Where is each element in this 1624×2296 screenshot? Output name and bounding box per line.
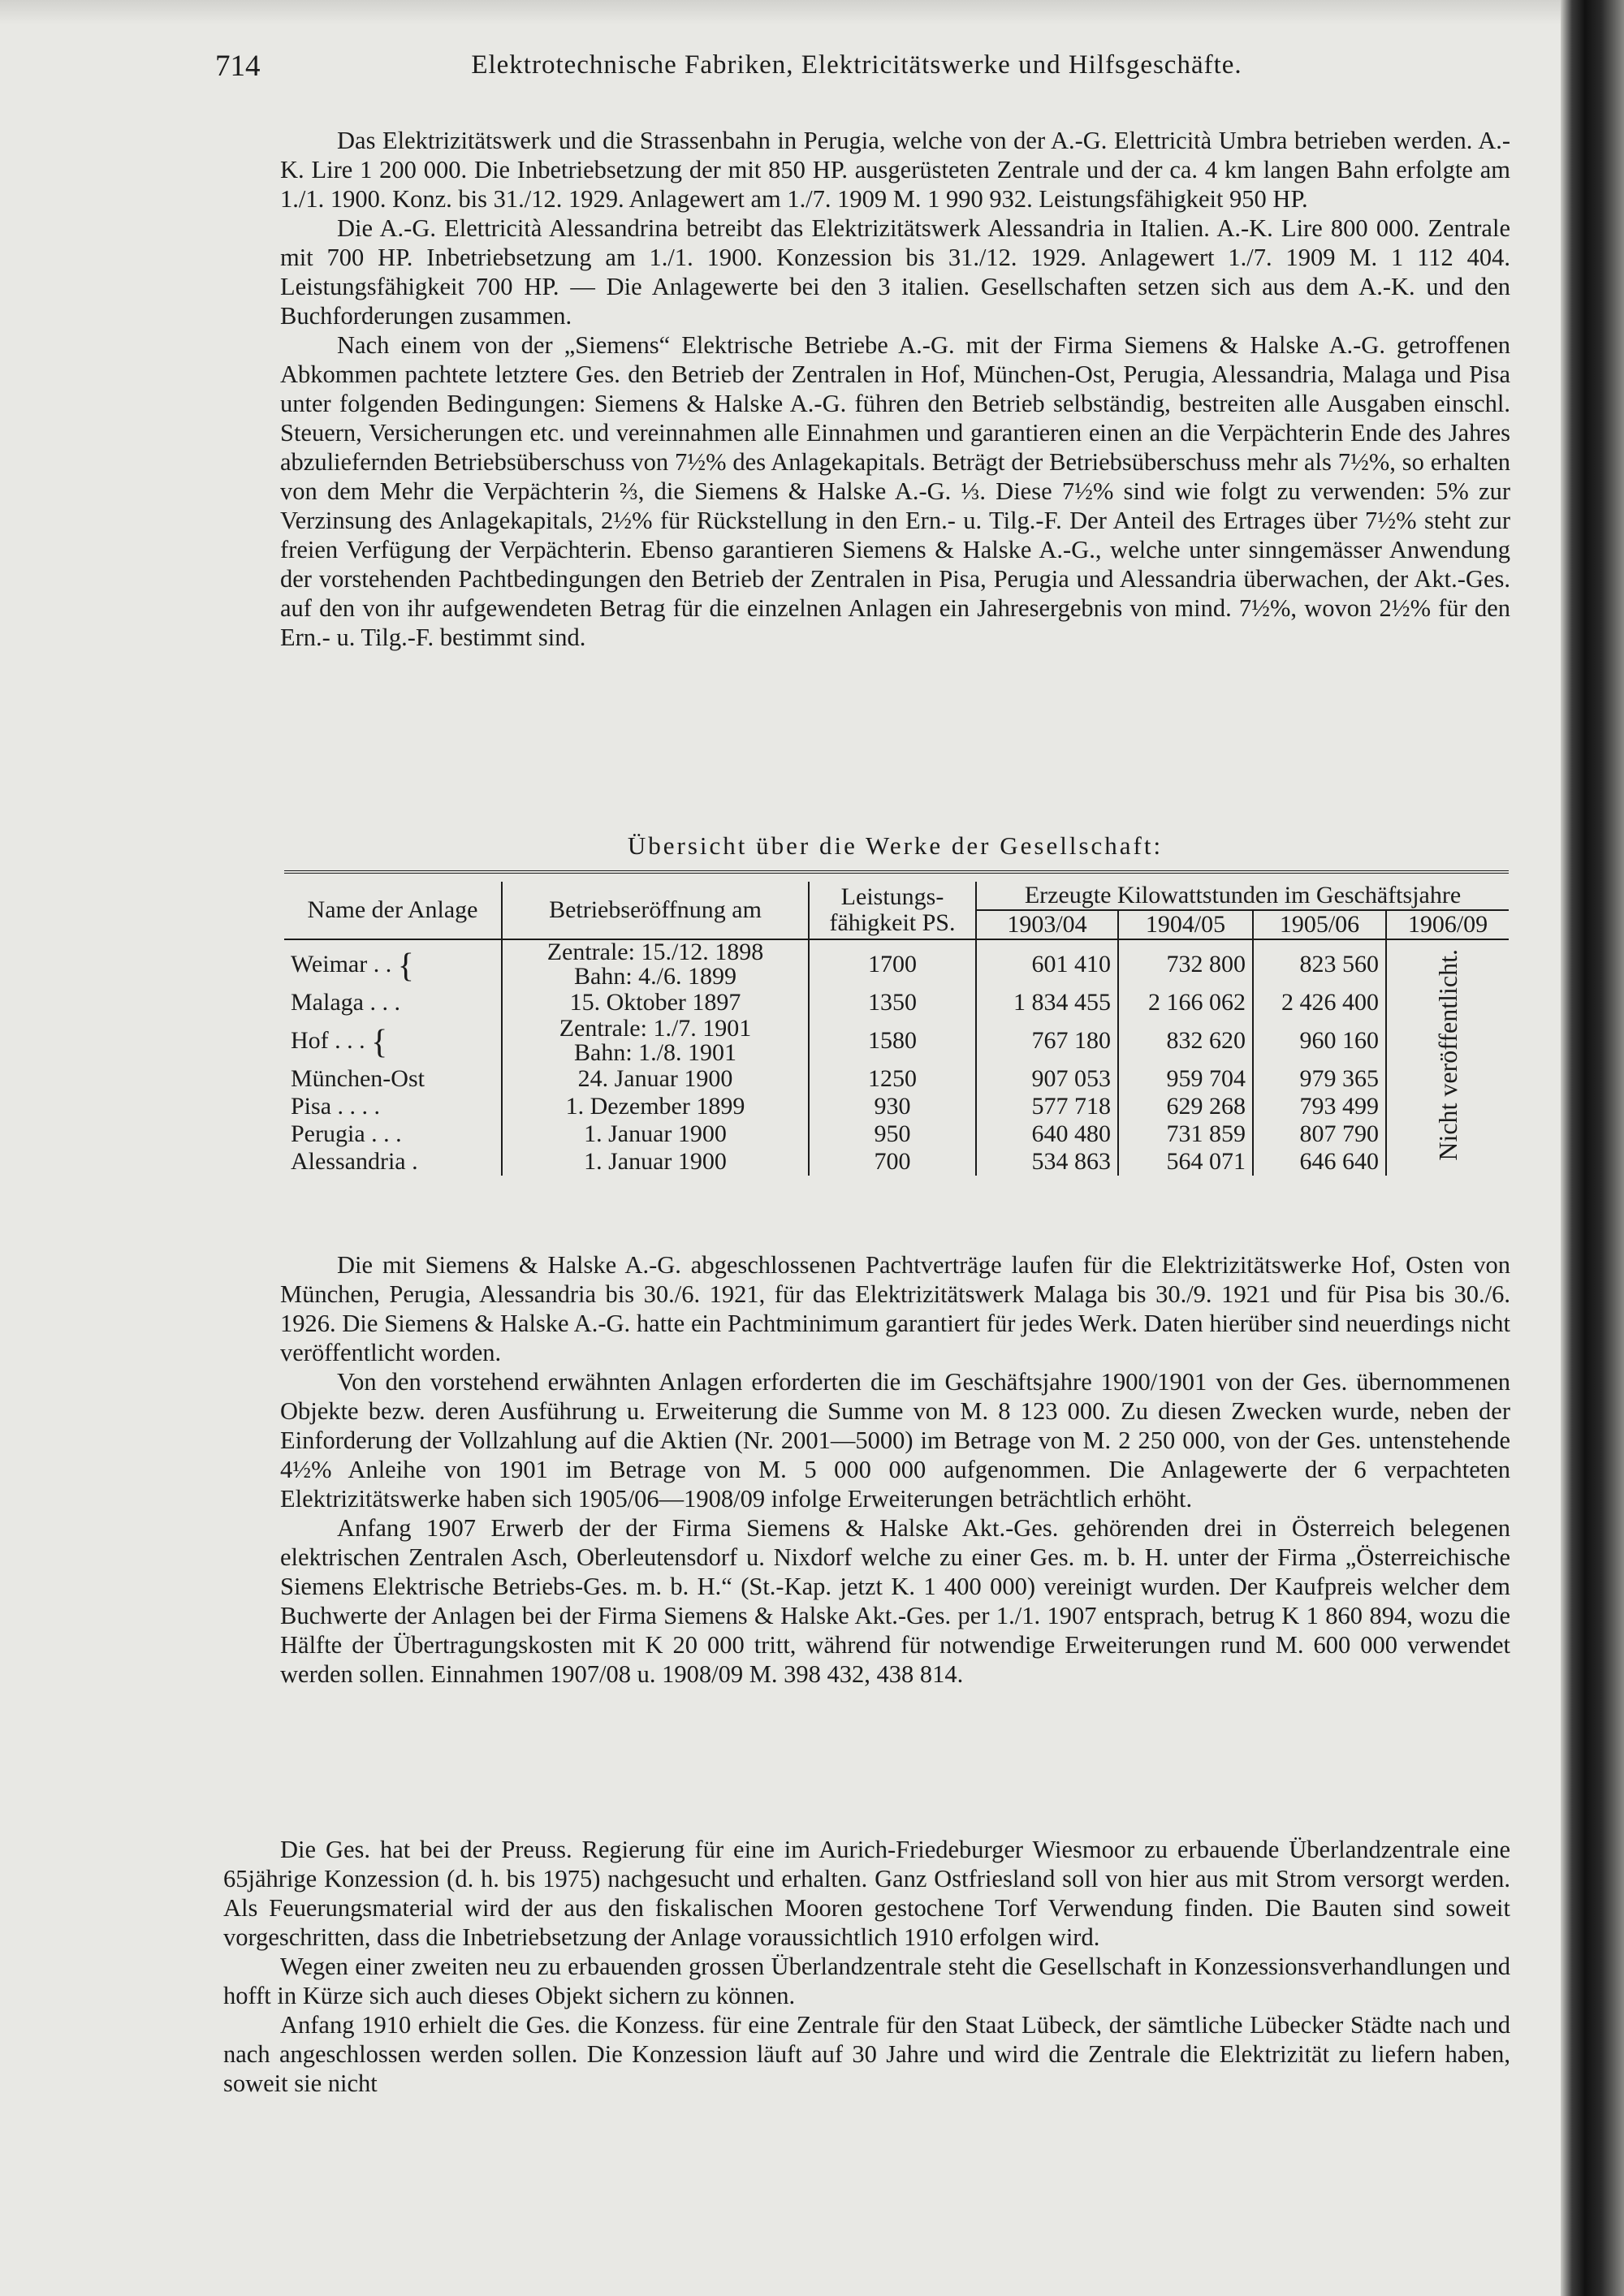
- row-kwh-1904: 629 268: [1118, 1093, 1253, 1120]
- row-capacity: 1580: [809, 1016, 976, 1065]
- page-number: 714: [215, 50, 261, 83]
- row-opening: 15. Oktober 1897: [502, 989, 809, 1016]
- paragraph-austria: Anfang 1907 Erwerb der der Firma Siemens & Halske Akt.-Ges. gehörenden drei in Österreich belegenen elektrischen Zentralen Asch, Oberleutensdorf u. Nixdorf welche zu einer Ges. m. b. H. unter der Firma „Österreichische Siemens Elektrische Betriebs-Ges. m. b. H.“ (St.-Kap. jetzt K. 1 400 000) vereinigt wurden. Der Kaufpreis welcher dem Buchwerte der Anlagen bei der Firma Siemens & Halske Akt.-Ges. per 1./1. 1907 entsprach, betrug K 1 860 894, wozu die Hälfte der Übertragungskosten mit K 20 000 tritt, während für notwendige Erweiterungen rund M. 600 000 verwendet werden sollen. Einnahmen 1907/08 u. 1908/09 M. 398 432, 438 814.: [280, 1514, 1510, 1688]
- table-row: [284, 1093, 1509, 1120]
- row-kwh-1903: 767 180: [976, 1016, 1118, 1065]
- header-year-1905: 1905/06: [1253, 910, 1386, 939]
- row-capacity: 1350: [809, 989, 976, 1016]
- row-kwh-1905: 646 640: [1253, 1148, 1386, 1176]
- row-opening: 1. Dezember 1899: [502, 1093, 809, 1120]
- header-year-1903: 1903/04: [976, 910, 1118, 939]
- row-name: Perugia . . .: [284, 1120, 502, 1148]
- table-caption: Übersicht über die Werke der Gesellschaft:: [627, 831, 1164, 860]
- row-kwh-1905: 979 365: [1253, 1065, 1386, 1093]
- table-row: [284, 1016, 1509, 1065]
- row-kwh-1903: 1 834 455: [976, 989, 1118, 1016]
- header-year-1904: 1904/05: [1118, 910, 1253, 939]
- not-published-note: Nicht veröffentlicht.: [1433, 948, 1462, 1161]
- row-kwh-1903: 907 053: [976, 1065, 1118, 1093]
- header-opening: Betriebseröffnung am: [502, 882, 809, 939]
- table-row: [284, 989, 1509, 1016]
- paragraph-lease-terms: Die mit Siemens & Halske A.-G. abgeschlossenen Pachtverträge laufen für die Elektrizitätswerke Hof, Osten von München, Perugia, Alessandria bis 30./6. 1921, für das Elektrizitätswerk Malaga bis 30./9. 1921 und für Pisa bis 30./6. 1926. Die Siemens & Halske A.-G. hatte ein Pachtminimum garantiert für jedes Werk. Daten hierüber sind neuerdings nicht veröffentlicht worden.: [280, 1251, 1510, 1366]
- row-kwh-1904: 2 166 062: [1118, 989, 1253, 1016]
- row-kwh-1904: 564 071: [1118, 1148, 1253, 1176]
- page-top-shade: [0, 0, 1624, 24]
- row-kwh-1903: 577 718: [976, 1093, 1118, 1120]
- paragraph-second-station: Wegen einer zweiten neu zu erbauenden grossen Überlandzentrale steht die Gesellschaft in Konzessionsverhandlungen und hofft in Kürze sich auch dieses Objekt sichern zu können.: [223, 1953, 1510, 2009]
- table-row: [284, 1148, 1509, 1176]
- row-capacity: 1250: [809, 1065, 976, 1093]
- row-opening: Zentrale: 15./12. 1898: [546, 939, 764, 965]
- header-name: Name der Anlage: [284, 882, 502, 939]
- row-opening: 24. Januar 1900: [502, 1065, 809, 1093]
- text-block-lower: [223, 1835, 1510, 2098]
- row-kwh-1905: 793 499: [1253, 1093, 1386, 1120]
- row-kwh-1904: 731 859: [1118, 1120, 1253, 1148]
- row-capacity: 1700: [809, 939, 976, 989]
- row-kwh-1903: 601 410: [976, 939, 1118, 989]
- paragraph-investments: Von den vorstehend erwähnten Anlagen erforderten die im Geschäftsjahre 1900/1901 von der Ges. übernommenen Objekte bezw. deren Ausführung u. Erweiterung die Summe von M. 8 123 000. Zu diesen Zwecken wurde, neben der Einforderung der Vollzahlung auf die Aktien (Nr. 2001—5000) im Betrage von M. 2 250 000, von der Ges. untenstehende 4½% Anleihe von 1901 im Betrage von M. 5 000 000 aufgenommen. Die Anlagewerte der 6 verpachteten Elektrizitätswerke haben sich 1905/06—1908/09 infolge Erweiterungen beträchtlich erhöht.: [280, 1368, 1510, 1513]
- header-year-1906: 1906/09: [1386, 910, 1509, 939]
- row-name: Weimar . .: [291, 950, 392, 978]
- running-title: Elektrotechnische Fabriken, Elektricitätswerke und Hilfsgeschäfte.: [471, 50, 1242, 80]
- row-opening: Zentrale: 1./7. 1901: [559, 1015, 752, 1042]
- text-block-middle: [280, 1250, 1510, 1689]
- row-kwh-1905: 960 160: [1253, 1016, 1386, 1065]
- row-capacity: 950: [809, 1120, 976, 1148]
- table-row: [284, 1120, 1509, 1148]
- row-kwh-1904: 959 704: [1118, 1065, 1253, 1093]
- row-kwh-1903: 640 480: [976, 1120, 1118, 1148]
- paragraph-lease-agreement: Nach einem von der „Siemens“ Elektrische Betriebe A.-G. mit der Firma Siemens & Halske A.-G. getroffenen Abkommen pachtete letztere Ges. den Betrieb der Zentralen in Hof, München-Ost, Perugia, Alessandria, Malaga und Pisa unter folgenden Bedingungen: Siemens & Halske A.-G. führen den Betrieb selbständig, bestreiten alle Ausgaben einschl. Steuern, Versicherungen etc. und vereinnahmen alle Einnahmen und garantieren einen an die Verpächterin Ende des Jahres abzuliefernden Betriebsüberschuss von 7½% des Anlagekapitals. Beträgt der Betriebsüberschuss mehr als 7½%, so erhalten von dem Mehr die Verpächterin ⅔, die Siemens & Halske A.-G. ⅓. Diese 7½% sind wie folgt zu verwenden: 5% zur Verzinsung des Anlagekapitals, 2½% für Rückstellung in den Ern.- u. Tilg.-F. Der Anteil des Ertrages über 7½% steht zur freien Verfügung der Verpächterin. Ebenso garantieren Siemens & Halske A.-G., welche unter sinngemässer Anwendung der vorstehenden Pachtbedingungen den Betrieb der Zentralen in Pisa, Perugia und Alessandria überwachen, der Akt.-Ges. auf den von ihr aufgewendeten Betrag für die einzelnen Anlagen ein Jahresergebnis von mind. 7½%, wovon 2½% für den Ern.- u. Tilg.-F. bestimmt sind.: [280, 331, 1510, 651]
- paragraph-alessandria: Die A.-G. Elettricità Alessandrina betreibt das Elektrizitätswerk Alessandria in Italien. A.-K. Lire 800 000. Zentrale mit 700 HP. Inbetriebsetzung am 1./1. 1900. Konzession bis 31./12. 1929. Anlagewert 1./7. 1909 M. 1 112 404. Leistungsfähigkeit 700 HP. — Die Anlagewerte bei den 3 italien. Gesellschaften setzen sich aus dem A.-K. und den Buchforderungen zusammen.: [280, 214, 1510, 330]
- row-name: Alessandria .: [284, 1148, 502, 1176]
- works-overview-table: [284, 870, 1509, 1176]
- brace: {: [371, 1024, 388, 1062]
- row-opening: 1. Januar 1900: [502, 1120, 809, 1148]
- text-block-upper: [280, 126, 1510, 652]
- row-name: Malaga . . .: [284, 989, 502, 1016]
- brace: {: [397, 947, 414, 986]
- row-opening: 1. Januar 1900: [502, 1148, 809, 1176]
- row-kwh-1905: 823 560: [1253, 939, 1386, 989]
- row-name: Pisa . . . .: [284, 1093, 502, 1120]
- row-kwh-1903: 534 863: [976, 1148, 1118, 1176]
- row-capacity: 700: [809, 1148, 976, 1176]
- table-row: [284, 939, 1509, 989]
- table-row: [284, 1065, 1509, 1093]
- header-kwh: Erzeugte Kilowattstunden im Geschäftsjahre: [976, 882, 1509, 910]
- paragraph-perugia: Das Elektrizitätswerk und die Strassenbahn in Perugia, welche von der A.-G. Elettricità Umbra betrieben werden. A.-K. Lire 1 200 000. Die Inbetriebsetzung der mit 850 HP. ausgerüsteten Zentrale und der ca. 4 km langen Bahn erfolgte am 1./1. 1900. Konz. bis 31./12. 1929. Anlagewert am 1./7. 1909 M. 1 990 932. Leistungsfähigkeit 950 HP.: [280, 127, 1510, 213]
- row-kwh-1905: 807 790: [1253, 1120, 1386, 1148]
- row-opening: Bahn: 1./8. 1901: [574, 1039, 736, 1066]
- paragraph-luebeck: Anfang 1910 erhielt die Ges. die Konzess. für eine Zentrale für den Staat Lübeck, der sämtliche Lübecker Städte nach und nach angeschlossen werden sollen. Die Konzession läuft auf 30 Jahre und wird die Zentrale die Elektrizität zu liefern haben, soweit sie nicht: [223, 2011, 1510, 2097]
- row-kwh-1905: 2 426 400: [1253, 989, 1386, 1016]
- header-capacity: Leistungs-fähigkeit PS.: [809, 882, 976, 939]
- row-opening: Bahn: 4./6. 1899: [574, 963, 736, 990]
- book-spine-shadow: [1561, 0, 1624, 2296]
- row-kwh-1904: 732 800: [1118, 939, 1253, 989]
- page-header: [215, 49, 1498, 89]
- paragraph-wiesmoor: Die Ges. hat bei der Preuss. Regierung für eine im Aurich-Friedeburger Wiesmoor zu erbauende Überlandzentrale eine 65jährige Konzession (d. h. bis 1975) nachgesucht und erhalten. Ganz Ostfriesland soll von hier aus mit Strom versorgt werden. Als Feuerungsmaterial wird der aus den fiskalischen Mooren gestochene Torf Verwendung finden. Die Bauten sind soweit vorgeschritten, dass die Inbetriebsetzung der Anlage voraussichtlich 1910 erfolgen wird.: [223, 1836, 1510, 1951]
- row-name: München-Ost: [284, 1065, 502, 1093]
- row-kwh-1904: 832 620: [1118, 1016, 1253, 1065]
- row-capacity: 930: [809, 1093, 976, 1120]
- row-name: Hof . . .: [291, 1026, 365, 1054]
